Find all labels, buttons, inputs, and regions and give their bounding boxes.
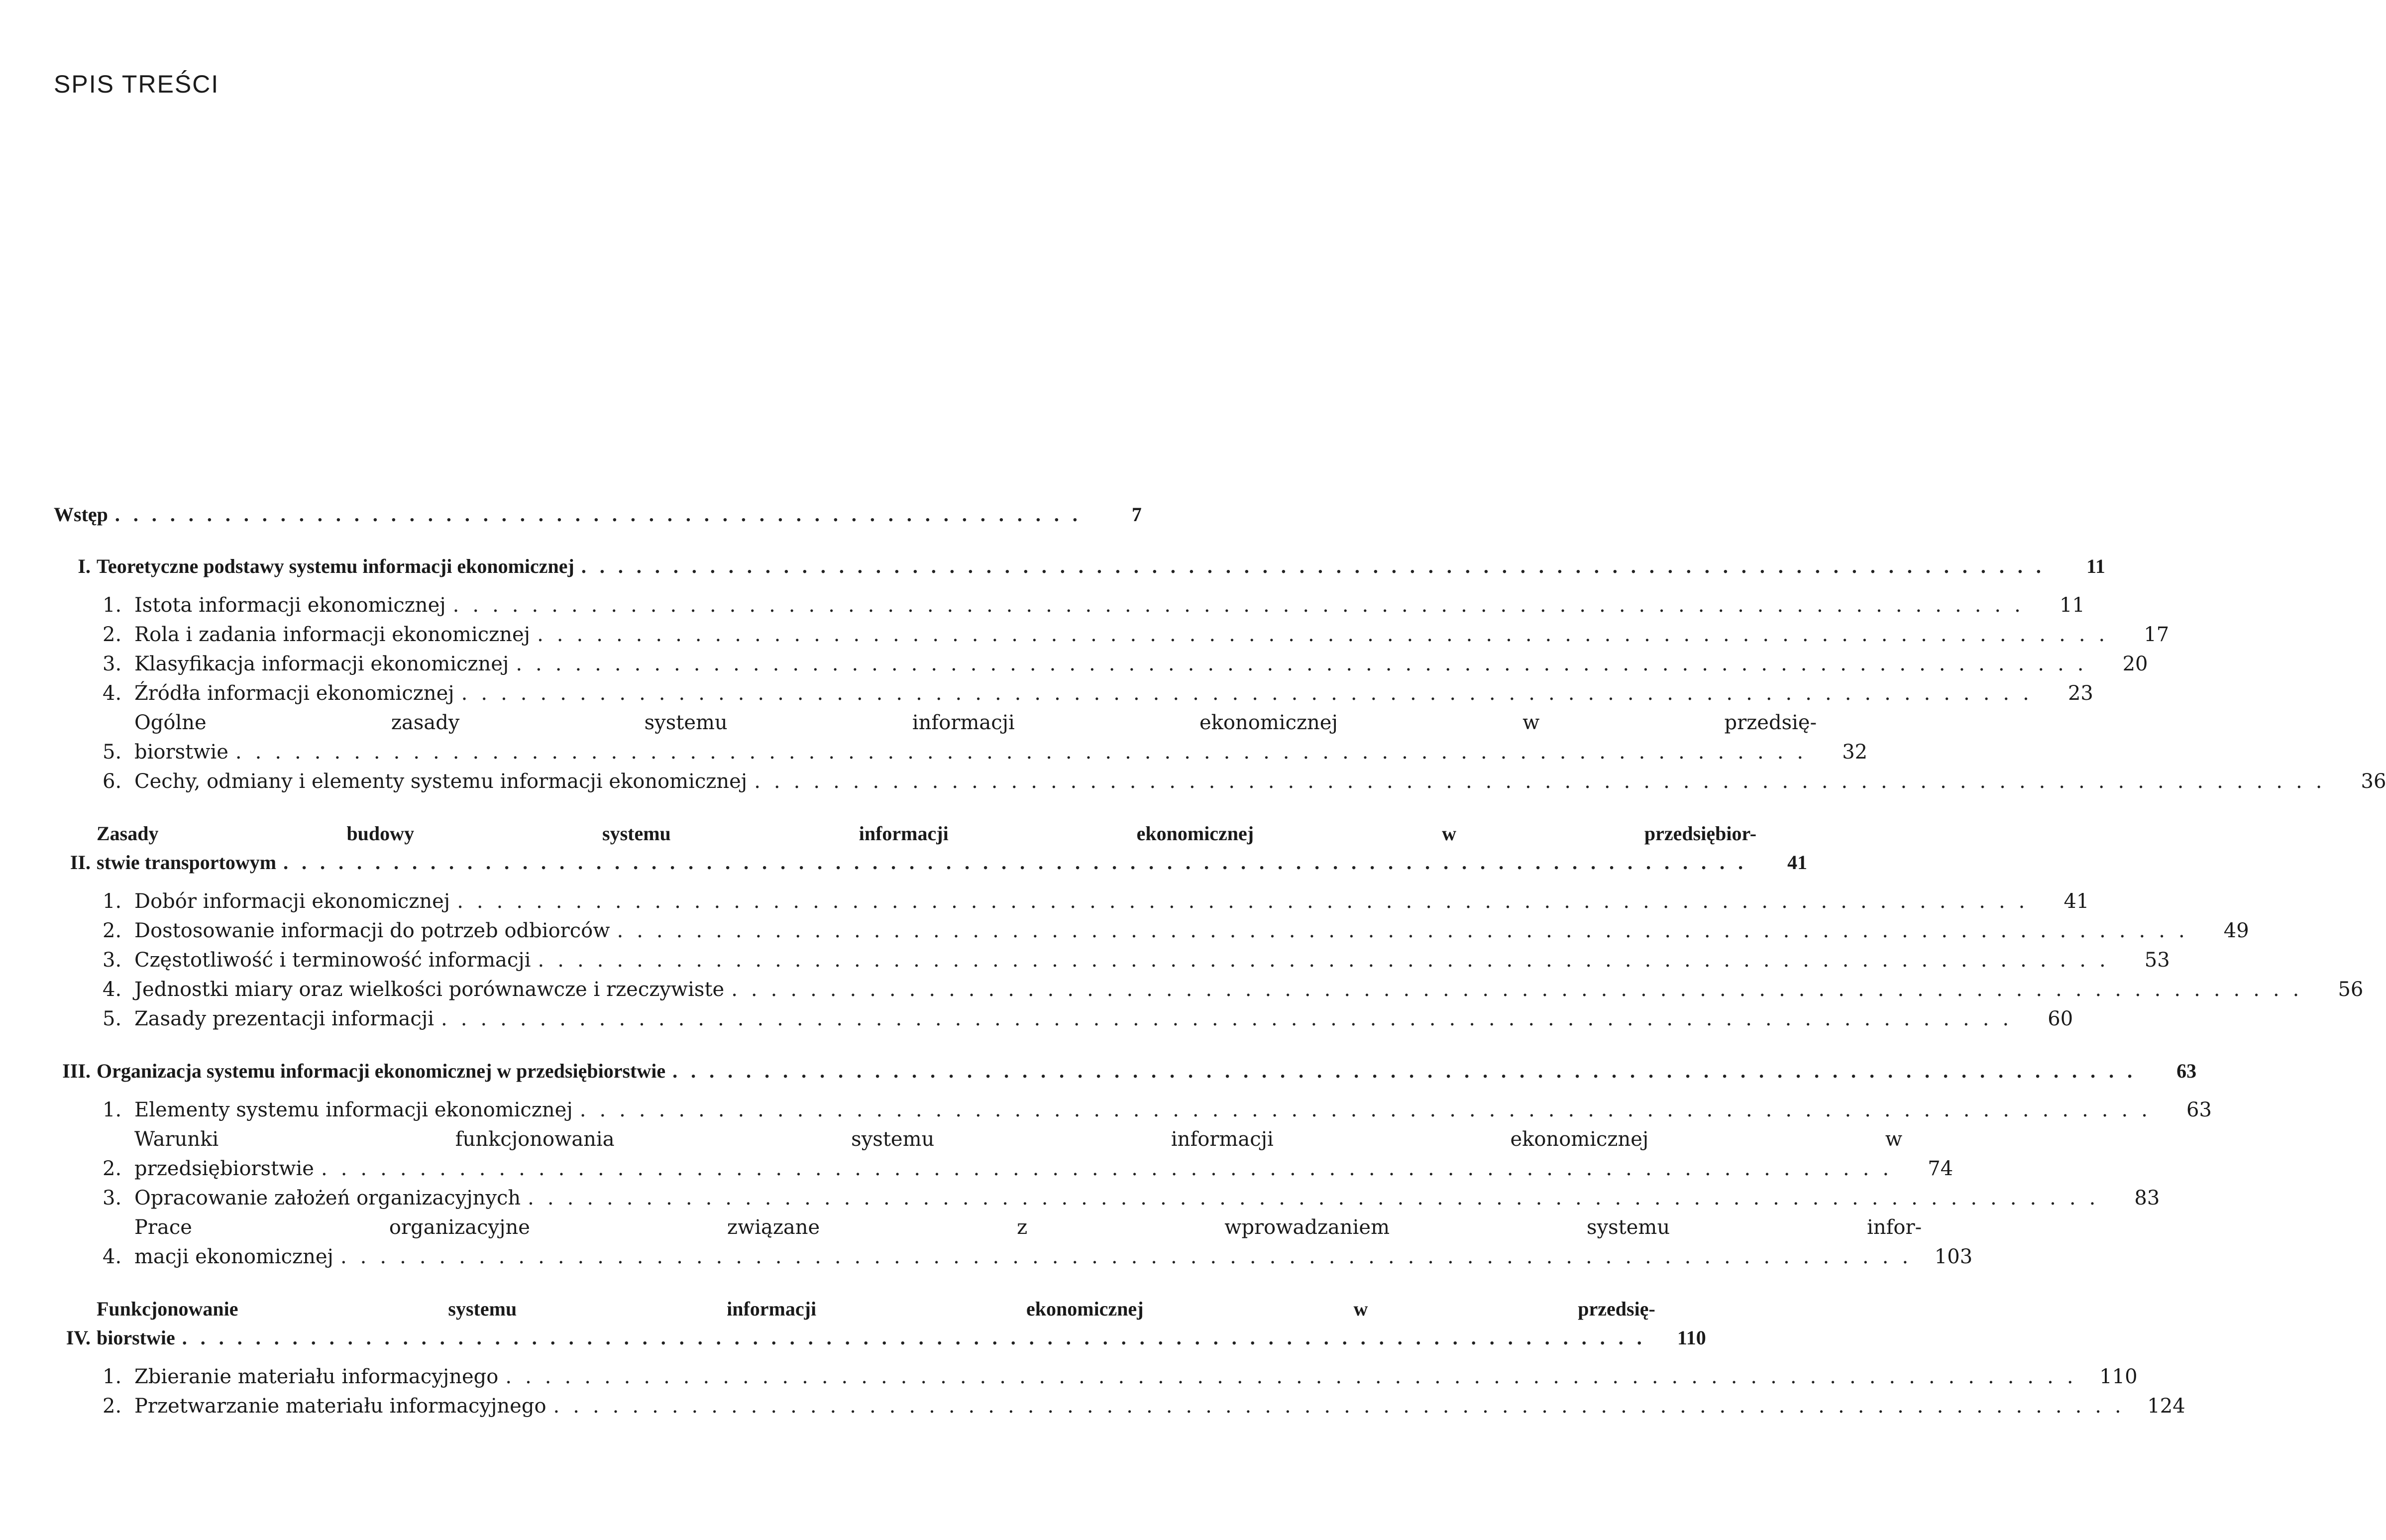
toc-entry-title-line: Rola i zadania informacji ekonomicznej: [134, 623, 531, 646]
toc-entry-number: 6.: [103, 770, 122, 793]
toc-entry-number: 4.: [103, 682, 122, 705]
leader-dots: ................................................................................: [235, 741, 1817, 764]
toc-page-number: 110: [2099, 1365, 2138, 1388]
toc-entry-number: III.: [62, 1060, 91, 1082]
toc-section[interactable]: [54, 887, 2089, 916]
toc-page-number: 60: [2048, 1007, 2073, 1030]
leader-dots: ................................................................................: [731, 978, 2313, 1001]
toc-entry-title-line: Elementy systemu informacji ekonomicznej: [134, 1099, 573, 1121]
toc-entry-number: IV.: [66, 1326, 91, 1349]
toc-entry-title-line: Prace organizacyjne związane z wprowadzaniem systemu infor-: [134, 1216, 1922, 1239]
toc-entry-title-line: Częstotliwość i terminowość informacji: [134, 949, 531, 972]
toc-entry-number: 2.: [103, 919, 122, 942]
leader-dots: ................................................................................: [579, 1099, 2161, 1121]
toc-entry-number: 4.: [103, 978, 122, 1001]
toc-entry-title-line: Dobór informacji ekonomicznej: [134, 890, 450, 913]
toc-entry-title-line: Zasady budowy systemu informacji ekonomicznej w przedsiębior-: [97, 822, 1757, 845]
leader-dots: ................................................................................: [457, 890, 2039, 913]
leader-dots: ................................................................................: [581, 555, 2055, 577]
toc-section[interactable]: [54, 1362, 2138, 1392]
toc-section[interactable]: [54, 650, 2148, 679]
toc-section[interactable]: [54, 591, 2085, 620]
toc-entry-number: 1.: [103, 890, 122, 913]
toc-entry-body: [134, 975, 2363, 1004]
toc-entry-title-line: biorstwie: [134, 741, 228, 764]
toc-page-number: 74: [1928, 1157, 1953, 1180]
leader-dots: ................................................................................: [283, 851, 1757, 874]
leader-dots: ................................................................................: [672, 1060, 2146, 1082]
leader-dots: ................................................................................: [538, 949, 2119, 972]
toc-section[interactable]: [54, 975, 2364, 1004]
toc-page-number: 124: [2147, 1395, 2185, 1418]
toc-section[interactable]: [54, 1213, 1973, 1272]
toc-entry-body: [134, 1362, 2138, 1392]
toc-entry-title-line: stwie transportowym: [97, 851, 277, 874]
toc-chapter[interactable]: [54, 1295, 1706, 1352]
toc-entry-body: [134, 620, 2169, 650]
leader-dots: ................................................................................: [182, 1326, 1655, 1349]
leader-dots: ................................................................................: [321, 1157, 1903, 1180]
leader-dots: ................................................................................: [553, 1395, 2135, 1418]
leader-dots: ................................................................................: [505, 1365, 2087, 1388]
leader-dots: .....................................................: [114, 503, 1091, 526]
toc-entry-number: II.: [70, 851, 91, 874]
toc-entry-body: [134, 1125, 1953, 1184]
toc-entry-title-line: Jednostki miary oraz wielkości porównawcze i rzeczywiste: [134, 978, 725, 1001]
toc-page-number: 7: [1131, 503, 1142, 526]
toc-page-number: 41: [2063, 890, 2089, 913]
toc-page-number: 11: [2059, 594, 2085, 617]
toc-entry-body: [97, 819, 1807, 877]
toc-section[interactable]: [54, 620, 2169, 650]
toc-section[interactable]: [54, 1004, 2073, 1034]
toc-page-number: 49: [2223, 919, 2249, 942]
toc-entry-title-line: Organizacja systemu informacji ekonomicznej w przedsiębiorstwie: [97, 1060, 666, 1082]
leader-dots: ................................................................................: [452, 594, 2034, 617]
toc-chapter[interactable]: [54, 819, 1808, 877]
toc-section[interactable]: [54, 679, 2093, 708]
toc-entry-title-line: Istota informacji ekonomicznej: [134, 594, 446, 617]
toc-entry-number: 4.: [103, 1245, 122, 1268]
toc-entry-body: [134, 1184, 2160, 1213]
toc-entry-body: [134, 679, 2093, 708]
leader-dots: ................................................................................: [441, 1007, 2023, 1030]
toc-entry-body: [134, 1213, 1972, 1272]
toc-entry-title-line: Warunki funkcjonowania systemu informacji ekonomicznej w: [134, 1128, 1903, 1151]
toc-entry-title-line: macji ekonomicznej: [134, 1245, 333, 1268]
toc-page-number: 41: [1787, 851, 1808, 874]
toc-entry-title-line: przedsiębiorstwie: [134, 1157, 314, 1180]
toc-entry-body: [134, 767, 2386, 796]
toc-page-number: 17: [2144, 623, 2169, 646]
toc-page-number: 23: [2067, 682, 2093, 705]
toc-entry-number: 5.: [103, 1007, 122, 1030]
toc-entry-number: I.: [78, 555, 91, 577]
leader-dots: ................................................................................: [537, 623, 2119, 646]
toc-section[interactable]: [54, 708, 1868, 767]
toc-entry-body: [134, 1392, 2185, 1421]
toc-entry-title-line: Teoretyczne podstawy systemu informacji ekonomicznej: [97, 555, 574, 577]
toc-section[interactable]: [54, 1125, 1953, 1184]
toc-section[interactable]: [54, 946, 2170, 975]
toc-page-number: 63: [2186, 1099, 2212, 1121]
toc-section[interactable]: [54, 916, 2249, 946]
toc-entry-number: 5.: [103, 741, 122, 764]
toc-entry-body: [97, 552, 2105, 581]
leader-dots: ................................................................................: [617, 919, 2198, 942]
toc-entry-title-line: Zasady prezentacji informacji: [134, 1007, 434, 1030]
toc-page-number: 53: [2144, 949, 2170, 972]
toc-page-number: 36: [2361, 770, 2386, 793]
leader-dots: ................................................................................: [528, 1187, 2109, 1210]
toc-entry-title-line: Ogólne zasady systemu informacji ekonomicznej w przedsię-: [134, 711, 1817, 734]
toc-entry-intro[interactable]: [54, 500, 1142, 529]
toc-entry-body: [134, 1096, 2212, 1125]
toc-entry-title-line: Zbieranie materiału informacyjnego: [134, 1365, 499, 1388]
toc-page-number: 103: [1934, 1245, 1973, 1268]
toc-entry-number: 2.: [103, 1395, 122, 1418]
leader-dots: ................................................................................: [754, 770, 2336, 793]
toc-entry-body: [134, 916, 2249, 946]
leader-dots: ................................................................................: [516, 653, 2097, 675]
toc-entry-number: 3.: [103, 653, 122, 675]
toc-entry-body: [134, 887, 2089, 916]
toc-entry-number: 2.: [103, 623, 122, 646]
toc-entry-body: [134, 650, 2148, 679]
toc-entry-number: 2.: [103, 1157, 122, 1180]
table-of-contents: [54, 500, 2386, 1421]
toc-section[interactable]: [54, 767, 2386, 796]
toc-entry-number: 1.: [103, 1365, 122, 1388]
leader-dots: ................................................................................: [461, 682, 2043, 705]
toc-chapter[interactable]: [54, 552, 2105, 581]
toc-entry-title-line: Przetwarzanie materiału informacyjnego: [134, 1395, 546, 1418]
toc-entry-title-line: Funkcjonowanie systemu informacji ekonomicznej w przedsię-: [97, 1298, 1655, 1320]
toc-entry-body: [134, 591, 2085, 620]
toc-entry-body: [134, 946, 2170, 975]
toc-page-number: 63: [2176, 1060, 2197, 1082]
toc-entry-number: 3.: [103, 949, 122, 972]
toc-entry-title: Wstęp: [54, 503, 108, 526]
leader-dots: ................................................................................: [340, 1245, 1922, 1268]
page-title: SPIS TREŚCI: [54, 70, 219, 98]
toc-page-number: 11: [2086, 555, 2105, 577]
toc-entry-body: [134, 1004, 2073, 1034]
toc-entry-number: 1.: [103, 1099, 122, 1121]
toc-entry-body: [97, 1057, 2196, 1086]
toc-chapter[interactable]: [54, 1057, 2197, 1086]
toc-entry-number: 3.: [103, 1187, 122, 1210]
toc-entry-title-line: Źródła informacji ekonomicznej: [134, 682, 454, 705]
toc-section[interactable]: [54, 1096, 2212, 1125]
toc-page-number: 110: [1677, 1326, 1706, 1349]
toc-entry-title-line: Klasyfikacja informacji ekonomicznej: [134, 653, 509, 675]
toc-entry-body: [97, 1295, 1706, 1352]
toc-section[interactable]: [54, 1392, 2185, 1421]
toc-page-number: 56: [2338, 978, 2364, 1001]
toc-entry-body: [134, 708, 1867, 767]
toc-entry-title-line: Dostosowanie informacji do potrzeb odbiorców: [134, 919, 610, 942]
toc-entry-title-line: biorstwie: [97, 1326, 175, 1349]
toc-entry-title-line: Opracowanie założeń organizacyjnych: [134, 1187, 521, 1210]
toc-entry-title-line: Cechy, odmiany i elementy systemu informacji ekonomicznej: [134, 770, 748, 793]
toc-page-number: 20: [2122, 653, 2148, 675]
toc-page-number: 83: [2134, 1187, 2160, 1210]
toc-section[interactable]: [54, 1184, 2160, 1213]
toc-page-number: 32: [1842, 741, 1868, 764]
toc-entry-number: 1.: [103, 594, 122, 617]
